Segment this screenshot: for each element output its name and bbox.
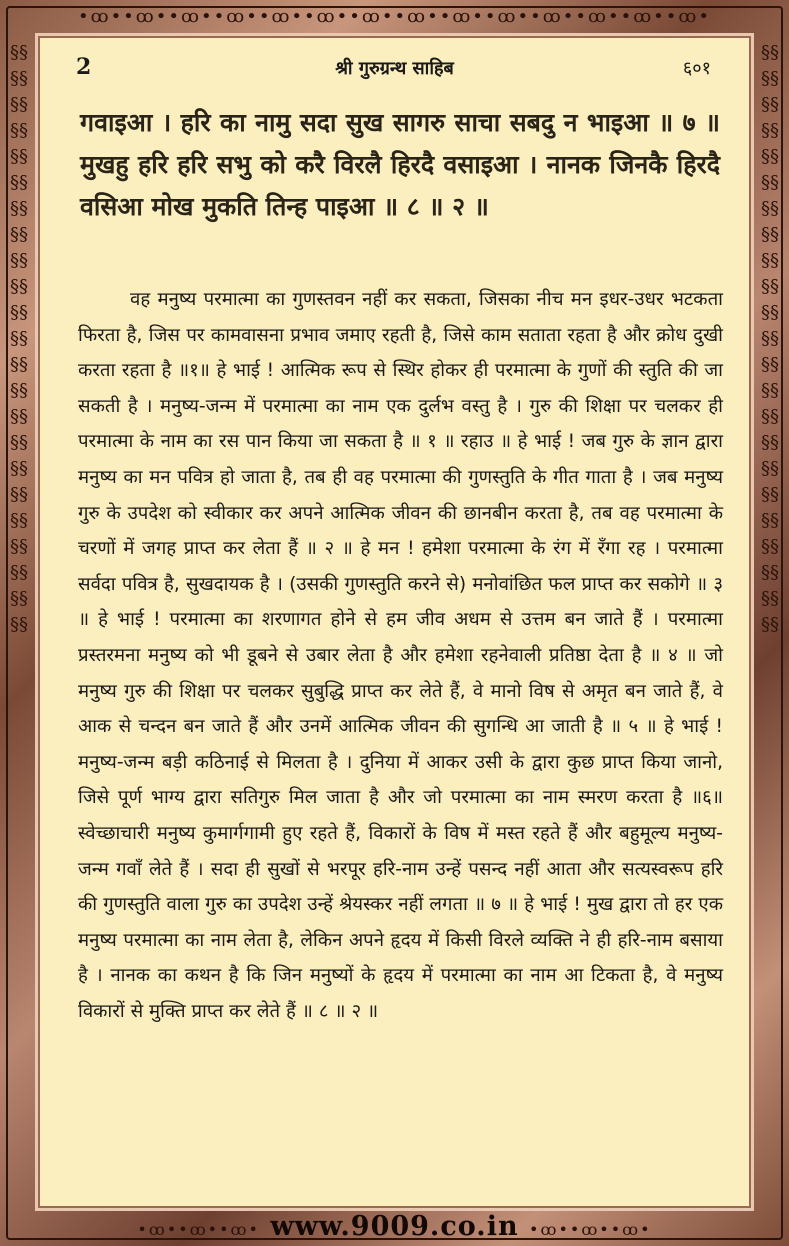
footer xyxy=(0,1212,789,1242)
gurbani-verse: गवाइआ । हरि का नामु सदा सुख सागरु साचा सबदु न भाइआ ॥ ७ ॥ मुखहु हरि हरि सभु को करै विरलै हिरदै वसाइआ । नानक जिनकै हिरदै वसिआ मोख मुकति तिन्ह पाइआ ॥ ८ ॥ २ ॥ xyxy=(80,108,720,221)
footer-ornament-right: •ꝏ••ꝏ••ꝏ• xyxy=(529,1220,652,1239)
page-header xyxy=(38,54,751,84)
website-link[interactable]: www.9009.co.in xyxy=(270,1211,519,1242)
hindi-translation xyxy=(78,282,723,1029)
ang-number: ६०१ xyxy=(682,58,711,79)
scripture-page xyxy=(38,36,751,1208)
left-ornament: §§§§§§§§§§§§§§§§§§§§§§§§§§§§§§§§§§§§§§§§§§§§§§ xyxy=(10,42,28,635)
page-number: 2 xyxy=(76,54,92,80)
right-ornament: §§§§§§§§§§§§§§§§§§§§§§§§§§§§§§§§§§§§§§§§§§§§§§ xyxy=(761,42,779,635)
footer-ornament-left: •ꝏ••ꝏ••ꝏ• xyxy=(137,1220,260,1239)
top-ornament: •ꝏ••ꝏ••ꝏ••ꝏ••ꝏ••ꝏ••ꝏ••ꝏ••ꝏ••ꝏ••ꝏ••ꝏ••ꝏ••ꝏ• xyxy=(77,6,712,27)
translation-text: वह मनुष्य परमात्मा का गुणस्तवन नहीं कर सकता, जिसका नीच मन इधर-उधर भटकता फिरता है, जिस पर कामवासना प्रभाव जमाए रहती है, जिसे काम सताता रहता है और क्रोध दुखी करता रहता है ॥१॥ हे भाई ! आत्मिक रूप से स्थिर होकर ही परमात्मा के गुणों की स्तुति की जा सकती है । मनुष्य-जन्म में परमात्मा का नाम एक दुर्लभ वस्तु है । गुरु की शिक्षा पर चलकर ही परमात्मा के नाम का रस पान किया जा सकता है ॥ १ ॥ रहाउ ॥ हे भाई ! जब गुरु के ज्ञान द्वारा मनुष्य का मन पवित्र हो जाता है, तब ही वह परमात्मा की गुणस्तुति के गीत गाता है । जब मनुष्य गुरु के उपदेश को स्वीकार कर अपने आत्मिक जीवन की छानबीन करता है, तब वह परमात्मा के चरणों में जगह प्राप्त कर लेता हैं ॥ २ ॥ हे मन ! हमेशा परमात्मा के रंग में रँगा रह । परमात्मा सर्वदा पवित्र है, सुखदायक है । (उसकी गुणस्तुति करने से) मनोवांछित फल प्राप्त कर सकोगे ॥ ३ ॥ हे भाई ! परमात्मा का शरणागत होने से हम जीव अधम से उत्तम बन जाते हैं । परमात्मा प्रस्तरमना मनुष्य को भी डूबने से उबार लेता है और हमेशा रहनेवाली प्रतिष्ठा देता है ॥ ४ ॥ जो मनुष्य गुरु की शिक्षा पर चलकर सुबुद्धि प्राप्त कर लेते हैं, वे मानो विष से अमृत बन जाते हैं, वे आक से चन्दन बन जाते हैं और उनमें आत्मिक जीवन की सुगन्धि आ जाती है ॥ ५ ॥ हे भाई ! मनुष्य-जन्म बड़ी कठिनाई से मिलता है । दुनिया में आकर उसी के द्वारा कुछ प्राप्त किया जानो, जिसे पूर्ण भाग्य द्वारा सतिगुरु मिल जाता है और जो परमात्मा का नाम स्मरण करता है ॥६॥ स्वेच्छाचारी मनुष्य कुमार्गगामी हुए रहते हैं, विकारों के विष में मस्त रहते हैं और बहुमूल्य मनुष्य-जन्म गवाँ लेते हैं । सदा ही सुखों से भरपूर हरि-नाम उन्हें पसन्द नहीं आता और सत्यस्वरूप हरि की गुणस्तुति वाला गुरु का उपदेश उन्हें श्रेयस्कर नहीं लगता ॥ ७ ॥ हे भाई ! मुख द्वारा तो हर एक मनुष्य परमात्मा का नाम लेता है, लेकिन अपने हृदय में किसी विरले व्यक्ति ने ही हरि-नाम बसाया है । नानक का कथन है कि जिन मनुष्यों के हृदय में परमात्मा का नाम आ टिकता है, वे मनुष्य विकारों से मुक्ति प्राप्त कर लेते हैं ॥ ८ ॥ २ ॥ xyxy=(78,289,723,1022)
page-title: श्री गुरुग्रन्थ साहिब xyxy=(335,58,454,79)
